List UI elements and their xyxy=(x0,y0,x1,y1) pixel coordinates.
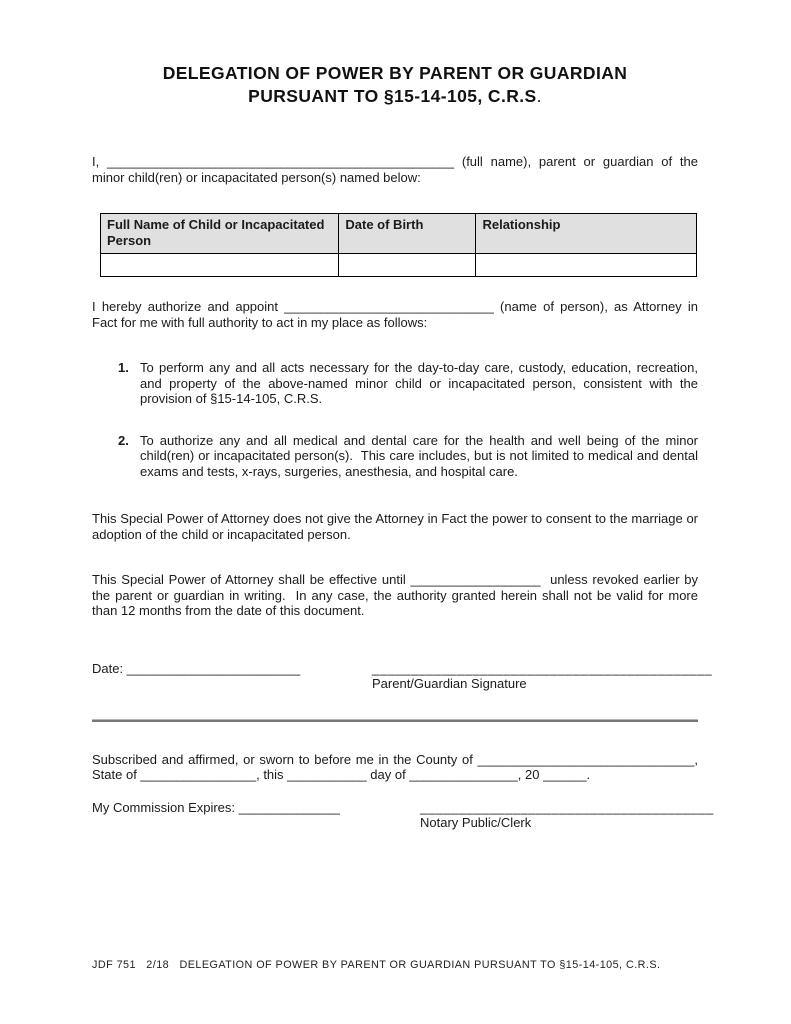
signature-column xyxy=(372,660,713,692)
marriage-clause-paragraph: This Special Power of Attorney does not give the Attorney in Fact the power to consent to the marriage or adoption of the child or incapacitated person. xyxy=(92,511,702,542)
signature-row xyxy=(92,660,713,692)
table-cell-relationship xyxy=(476,254,697,277)
intro-paragraph: I, ________________________________________________ (full name), parent or guardian of the minor child(ren) or incapacitated person(s) named below: xyxy=(92,154,702,185)
parent-guardian-signature-line: ____________________________________________ xyxy=(372,660,713,676)
table-header-row xyxy=(101,214,697,254)
date-field-label: Date: ________________________ xyxy=(92,660,301,676)
page-title xyxy=(92,62,698,108)
children-table xyxy=(100,213,697,277)
authority-list xyxy=(92,360,702,479)
table-cell-full-name xyxy=(101,254,339,277)
list-item xyxy=(92,360,702,407)
list-item-number: 2. xyxy=(118,432,129,448)
parent-guardian-signature-caption: Parent/Guardian Signature xyxy=(372,676,527,691)
table-header-date-of-birth: Date of Birth xyxy=(339,214,476,254)
table-header-relationship: Relationship xyxy=(476,214,697,254)
table-cell-date-of-birth xyxy=(339,254,476,277)
list-item-number: 1. xyxy=(118,360,129,375)
document-content xyxy=(0,62,791,831)
appoint-paragraph: I hereby authorize and appoint _____________________________ (name of person), as Attorney in Fact for me with full authority to act in my place as follows: xyxy=(92,299,702,330)
table-header-full-name: Full Name of Child or Incapacitated Person xyxy=(101,214,339,254)
notary-column xyxy=(420,799,714,831)
notary-signature-row xyxy=(92,799,714,831)
list-item xyxy=(92,432,702,480)
title-line-2-period: . xyxy=(536,86,542,106)
notary-signature-line: ______________________________________ xyxy=(420,799,714,815)
form-footer: JDF 751 2/18 DELEGATION OF POWER BY PARENT OR GUARDIAN PURSUANT TO §15-14-105, C.R.S. xyxy=(92,959,661,971)
commission-expires-label: My Commission Expires: ______________ xyxy=(92,799,340,815)
notary-affirmation-paragraph: Subscribed and affirmed, or sworn to before me in the County of ______________________________, State of ________________, this ___________ day of _______________, 20 ______. xyxy=(92,751,702,782)
effective-clause-paragraph: This Special Power of Attorney shall be effective until __________________ unless revoked earlier by the parent or guardian in writing. In any case, the authority granted herein shall not be valid for more than 12 months from the date of this document. xyxy=(92,572,702,618)
list-item-text: To authorize any and all medical and dental care for the health and well being of the minor child(ren) or incapacitated person(s). This care includes, but is not limited to medical and dental exams and tests, x-rays, surgeries, anesthesia, and hospital care. xyxy=(140,432,702,479)
title-line-2 xyxy=(92,85,698,108)
title-line-1: DELEGATION OF POWER BY PARENT OR GUARDIAN xyxy=(162,63,628,83)
notary-signature-caption: Notary Public/Clerk xyxy=(420,815,532,830)
title-line-2-bold: PURSUANT TO §15-14-105, C.R.S xyxy=(248,86,537,106)
list-item-text: To perform any and all acts necessary for the day-to-day care, custody, education, recreation, and property of the above-named minor child or incapacitated person, consistent with the provision of §15-14-105, C.R.S. xyxy=(140,360,702,406)
table-row xyxy=(101,254,697,277)
section-divider xyxy=(92,719,698,722)
